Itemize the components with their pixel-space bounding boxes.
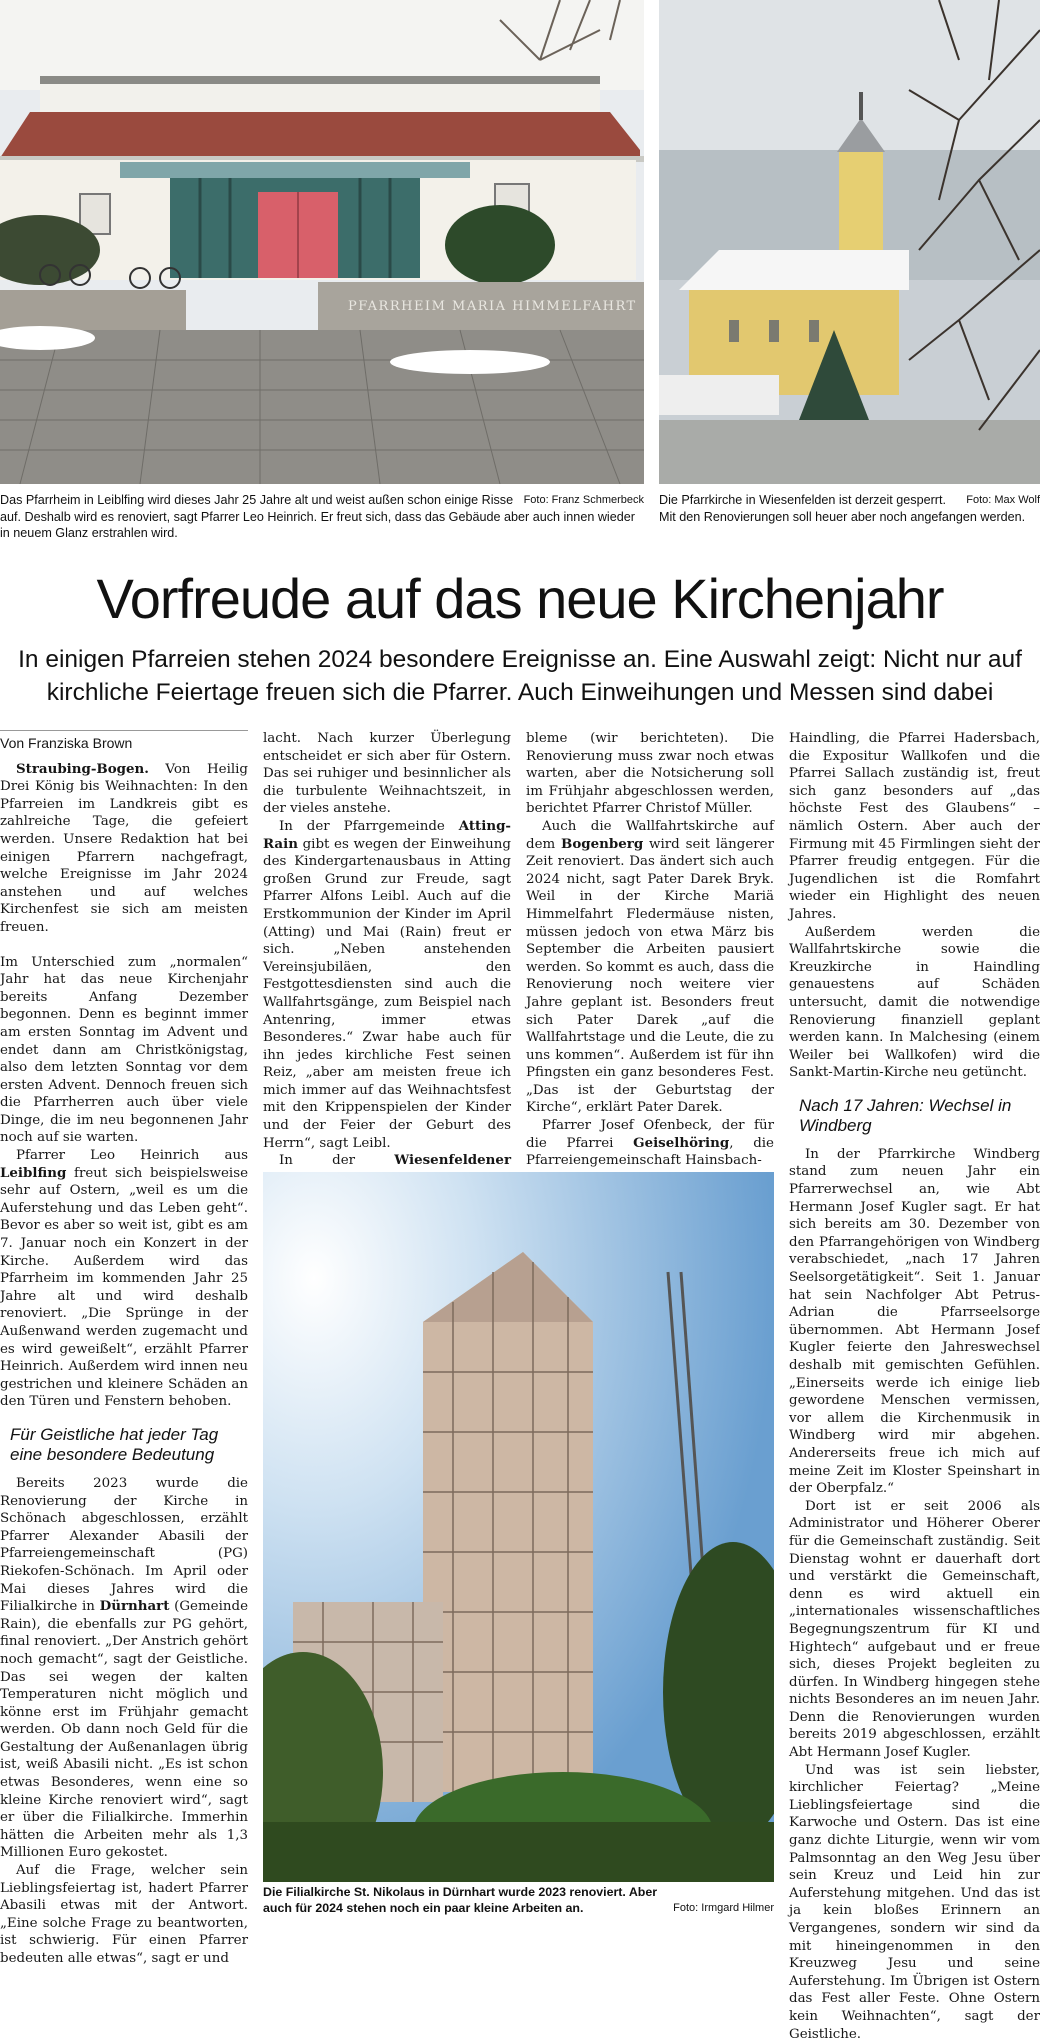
pfarrheim-sign: PFARRHEIM MARIA HIMMELFAHRT xyxy=(348,299,637,314)
paragraph: Haindling, die Pfarrei Hadersbach, die Expositur Wallkofen und die Pfarrei Sallach zuständig ist, freut sich ganz besonders auf „das höchste Fest des Glaubens“ – nämlich Ostern. Aber auch der Firmung mit 45 Firmlingen sieht der Pfarrer freudig entgegen. Für die Jugendlichen ist die Romfahrt wieder ein Highlight des neuen Jahres. xyxy=(789,731,1040,922)
paragraph: In der Pfarrkirche Windberg stand zum neuen Jahr ein Pfarrerwechsel an, wie Abt Hermann Josef Kugler sagt. Er hat sich bereits am 30. Dezember von den Pfarrangehörigen von Windberg verabschiedet, „nach 17 Jahren Seelsorgetätigkeit“. Seit 1. Januar hat sein Nachfolger Abt Petrus-Adrian die Pfarrseelsorge übernommen. Abt Hermann Josef Kugler feierte den Jahreswechsel deshalb mit gemischten Gefühlen. „Einerseits werde ich einige lieb gewordene Menschen vermissen, vor allem die Kirchenmusik in Windberg wird mir abgehen. Andererseits freue ich mich auf meine Zeit im Kloster Speinshart in der Oberpfalz.“ xyxy=(789,1146,1040,1497)
paragraph: Außerdem werden die Wallfahrtskirche sowie die Kreuzkirche in Haindling genauestens auf Schäden untersucht, damit die notwendige Renovierung finanziell geplant werden kann. In Malchesing (einem Weiler bei Wallkofen) wird die Sankt-Martin-Kirche neu getüncht. xyxy=(789,924,1040,1081)
dateline: Straubing-Bogen. xyxy=(16,760,149,777)
article-column-2 xyxy=(263,730,511,1205)
paragraph: Auch die Wallfahrtskirche auf dem Bogenberg wird seit längerer Zeit renoviert. Das ändert sich auch 2024 nicht, sagt Pater Darek Bryk. Weil in der Kirche Mariä Himmelfahrt Fledermäuse nisten, müssen jedoch von etwa März bis September die Arbeiten pausiert werden. So kommt es auch, dass die Renovierung noch weitere vier Jahre geplant ist. Besonders freut sich Pater Darek „auf die Wallfahrtstage und die Leute, die zu uns kommen“. Außerdem ist für ihn Pfingsten ein ganz besonderes Fest. „Das ist der Geburtstag der Kirche“, erklärt Pater Darek. xyxy=(526,818,774,1116)
paragraph: Pfarrer Leo Heinrich aus Leiblfing freut sich beispielsweise sehr auf Ostern, „weil es um die Auferstehung und das Leben geht“. Bevor es aber so weit ist, gibt es am 7. Januar noch ein Konzert in der Kirche. Außerdem wird das Pfarrheim im kommenden Jahr 25 Jahre alt und wird deshalb renoviert. „Die Sprünge in der Außenwand werden zugemacht und es wird geweißelt“, erzählt Pfarrer Heinrich. Außerdem wird innen neu gestrichen und kleinere Schäden an den Türen und Fenstern behoben. xyxy=(0,1148,248,1410)
paragraph: Bereits 2023 wurde die Renovierung der Kirche in Schönach abgeschlossen, erzählt Pfarrer Alexander Abasili der Pfarreiengemeinschaft (PG) Riekofen-Schönach. Im April oder Mai dieses Jahres wird die Filialkirche in Dürnhart (Gemeinde Rain), die ebenfalls zur PG gehört, final renoviert. „Der Anstrich gehört noch gemacht“, sagt der Geistliche. Das sei wegen der kalten Temperaturen nicht möglich und könne erst im Frühjahr gemacht werden. Ob dann noch Geld für die Gestaltung der Außenanlagen übrig ist, weiß Abasili nicht. „Es ist schon etwas Besonderes, wenn eine so kleine Kirche renoviert wird“, sagt er über die Filialkirche. Immerhin hätten die Arbeiten mehr als 1,3 Millionen Euro gekostet. xyxy=(0,1475,248,1861)
photo-filialkirche-duernhart xyxy=(263,1172,774,1882)
credit-filialkirche: Foto: Irmgard Hilmer xyxy=(673,1902,774,1914)
paragraph: In der Pfarrgemeinde Atting-Rain gibt es wegen der Einweihung des Kindergartenausbaus in Atting großen Grund zur Freude, sagt Pfarrer Alfons Leibl. Auch auf die Erstkommunion der Kinder im April (Atting) und Mai (Rain) freut er sich. „Neben anstehenden Vereinsjubiläen, den Festgottesdiensten sind auch die Wallfahrtsgänge, zum Beispiel nach Antenring, immer etwas Besonderes.“ Zwar habe auch für ihn jedes kirchliche Fest seinen Reiz, „aber am meisten freue ich mich immer auf das Weihnachtsfest mit den Krippenspielen der Kinder und der Feier der Geburt des Herrn“, sagt Leibl. xyxy=(263,817,511,1151)
paragraph: Und was ist sein liebster, kirchlicher Feiertag? „Meine Lieblingsfeiertage sind die Karwoche und Ostern. Das ist eine ganz dichte Liturgie, wenn wir vom Palmsonntag an den Weg Jesu über sein Kreuz und Leid hin zur Auferstehung mitgehen. Und das ist ja kein bloßes Erinnern an Vergangenes, sondern wir sind da mit hineingenommen in den Kreuzweg Jesu und seine Auferstehung. Im Übrigen ist Ostern das Fest aller Feste. Ohne Ostern kein Weihnachten“, sagt der Geistliche. xyxy=(789,1762,1040,2042)
caption-pfarrkirche xyxy=(659,492,1040,525)
article-column-3 xyxy=(526,730,774,1170)
article-column-4 xyxy=(789,730,1040,2043)
subheading: Nach 17 Jahren: Wechsel in Windberg xyxy=(799,1095,1012,1135)
paragraph: Im Unterschied zum „normalen“ Jahr hat das neue Kirchenjahr bereits Anfang Dezember begonnen. Denn es beginnt immer am ersten Sonntag im Advent und endet dann am Christkönigstag, also dem letzten Sonntag vor dem ersten Advent. Dennoch freuen sich die Pfarrherren auch über viele Dinge, die im neu begonnenen Jahr noch auf sie warten. xyxy=(0,954,248,1146)
paragraph: lacht. Nach kurzer Überlegung entscheidet er sich aber für Ostern. Das sei ruhiger und besinnlicher als die turbulente Weihnachtszeit, in der vieles anstehe. xyxy=(263,731,511,817)
article-column-1 xyxy=(0,730,248,1968)
caption-text-pfarrheim: Das Pfarrheim in Leiblfing wird dieses Jahr 25 Jahre alt und weist außen schon einige Risse auf. Deshalb wird es renoviert, sagt Pfarrer Leo Heinrich. Er freut sich, dass das Gebäude aber auch innen wieder in neuem Glanz erstrahlen wird. xyxy=(0,493,635,540)
caption-filialkirche xyxy=(263,1884,774,1916)
paragraph: Pfarrer Josef Ofenbeck, der für die Pfarrei Geiselhöring, die Pfarreiengemeinschaft Hainsbach- xyxy=(526,1118,774,1169)
headline: Vorfreude auf das neue Kirchenjahr xyxy=(96,567,944,630)
subheadline: In einigen Pfarreien stehen 2024 besondere Ereignisse an. Eine Auswahl zeigt: Nicht nur auf kirchliche Feiertage freuen sich die Pfarrer. Auch Einweihungen und Messen sind dabei xyxy=(18,646,1022,706)
paragraph: bleme (wir berichteten). Die Renovierung muss zwar noch etwas warten, aber die Notsicherung soll im Frühjahr abgeschlossen werden, berichtet Pfarrer Christof Müller. xyxy=(526,731,774,817)
paragraph: Auf die Frage, welcher sein Lieblingsfeiertag ist, hadert Pfarrer Abasili etwas mit der Antwort. „Eine solche Frage zu beantworten, ist schwierig. Für einen Pfarrer bedeuten alle etwas“, sagt er und xyxy=(0,1863,248,1966)
caption-pfarrheim xyxy=(0,492,644,542)
caption-text-filialkirche: Die Filialkirche St. Nikolaus in Dürnhart wurde 2023 renoviert. Aber auch für 2024 stehen noch ein paar kleine Arbeiten an. xyxy=(263,1885,658,1915)
photo-pfarrkirche-wiesenfelden xyxy=(659,0,1040,484)
credit-pfarrheim: Foto: Franz Schmerbeck xyxy=(523,494,644,506)
byline: Von Franziska Brown xyxy=(0,730,248,753)
paragraph: Von Heilig Drei König bis Weihnachten: In den Pfarreien im Landkreis gibt es zahlreiche Tage, die gefeiert werden. Unsere Redaktion hat bei einigen Pfarrern nachgefragt, welche Ereignisse im Jahr 2024 anstehen und auf welches Kirchenfest sie sich am meisten freuen. xyxy=(0,761,248,935)
credit-pfarrkirche: Foto: Max Wolf xyxy=(966,494,1040,506)
caption-text-pfarrkirche: Die Pfarrkirche in Wiesenfelden ist derzeit gesperrt. Mit den Renovierungen soll heuer aber noch angefangen werden. xyxy=(659,493,1026,524)
paragraph: In der Wiesenfeldener xyxy=(279,1152,511,1169)
paragraph: Dort ist er seit 2006 als Administrator und Höherer Oberer für die Gemeinschaft zuständig. Seit Dienstag wohnt er dauerhaft dort und verstärkt die Gemeinschaft, denn es wird aktuell ein „internationales wissenschaftliches Begegnungszentrum für KI und Hightech“ aufgebaut und er freue sich, dieses Projekt begleiten zu dürfen. In Windberg hingegen stehe nichts Besonderes an im neuen Jahr. Denn die Renovierungen wurden bereits 2019 abgeschlossen, erzählt Abt Hermann Josef Kugler. xyxy=(789,1498,1040,1761)
photo-pfarrheim xyxy=(0,0,644,484)
subheading: Für Geistliche hat jeder Tag eine besondere Bedeutung xyxy=(10,1424,219,1464)
